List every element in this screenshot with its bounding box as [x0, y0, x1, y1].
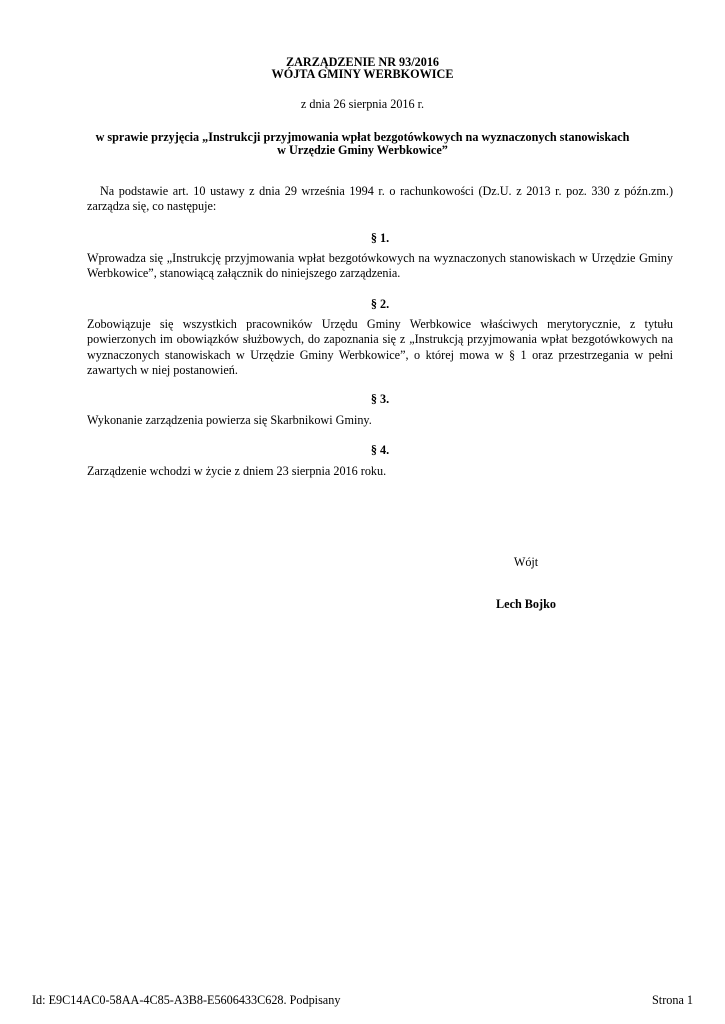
document-title-line1: ZARZĄDZENIE NR 93/2016 — [285, 55, 440, 69]
section-3-text: Wykonanie zarządzenia powierza się Skarbnikowi Gminy. — [87, 413, 372, 427]
section-4-text: Zarządzenie wchodzi w życie z dniem 23 sierpnia 2016 roku. — [87, 464, 387, 478]
footer-page-number: Strona 1 — [652, 993, 693, 1007]
document-subject-line2: w Urzędzie Gminy Werbkowice” — [277, 143, 448, 157]
section-2-text: Zobowiązuje się wszystkich pracowników Urzędu Gminy Werbkowice właściwych merytorycznie, z tytułu powierzonych im obowiązków służbowych, do zapoznania się z „Instrukcją przyjmowania wpłat bezgotówkowych na wyznaczonych stanowiskach w Urzędzie Gminy Werbkowice”, o której mowa w § 1 oraz przestrzegania w pełni zawartych w niej postanowień. — [87, 317, 673, 377]
section-2-heading: § 2. — [370, 297, 390, 311]
document-subject-line1: w sprawie przyjęcia „Instrukcji przyjmowania wpłat bezgotówkowych na wyznaczonych stanowiskach — [95, 130, 630, 144]
section-4-heading: § 4. — [370, 443, 390, 457]
document-title-line2: WÓJTA GMINY WERBKOWICE — [271, 67, 454, 81]
footer-document-id: Id: E9C14AC0-58AA-4C85-A3B8-E5606433C628. Podpisany — [32, 993, 341, 1007]
document-date: z dnia 26 sierpnia 2016 r. — [300, 97, 425, 111]
signature-role: Wójt — [513, 555, 539, 569]
section-3-heading: § 3. — [370, 392, 390, 406]
legal-basis-paragraph: Na podstawie art. 10 ustawy z dnia 29 września 1994 r. o rachunkowości (Dz.U. z 2013 r. poz. 330 z późn.zm.) zarządza się, co następuje: — [87, 184, 673, 214]
signature-name: Lech Bojko — [496, 597, 556, 611]
section-1-heading: § 1. — [370, 231, 390, 245]
section-1-text: Wprowadza się „Instrukcję przyjmowania wpłat bezgotówkowych na wyznaczonych stanowiskach w Urzędzie Gminy Werbkowice”, stanowiącą załącznik do niniejszego zarządzenia. — [87, 251, 673, 281]
